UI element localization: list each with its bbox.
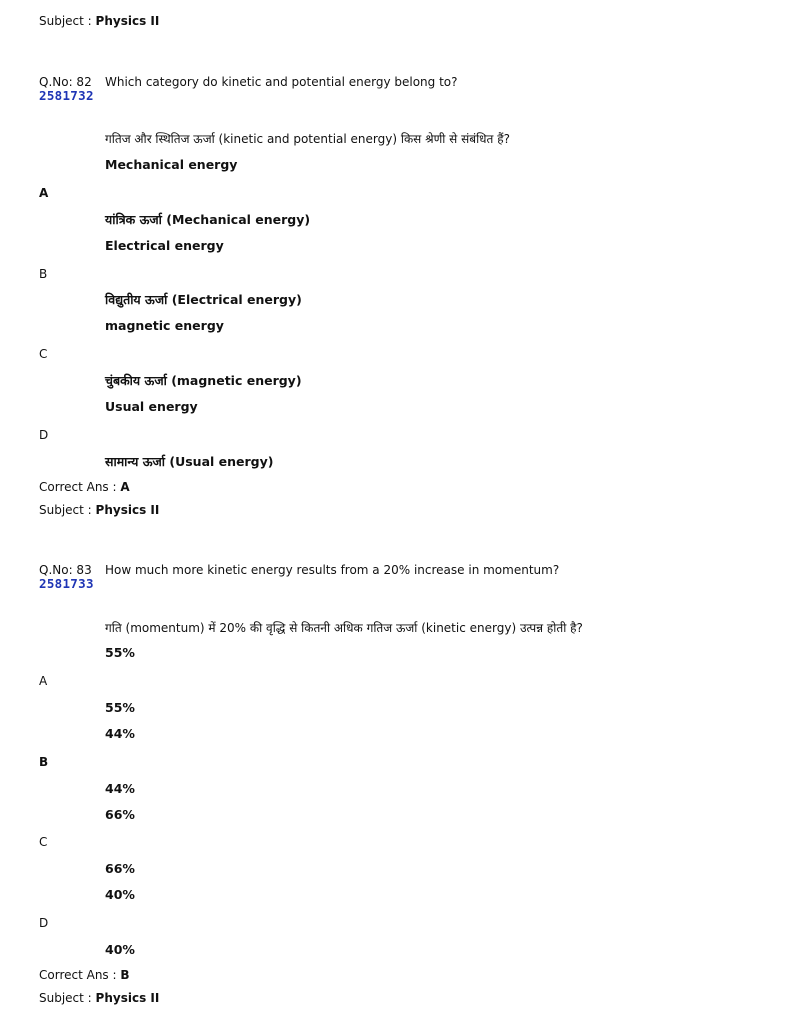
- subject-label: Subject :: [39, 503, 92, 517]
- question-text-en: Which category do kinetic and potential energy belong to?: [105, 75, 458, 89]
- option-c-en: 66%: [105, 807, 135, 822]
- option-c-label: C: [39, 835, 48, 849]
- subject-line: [39, 503, 159, 517]
- correct-answer-value: B: [120, 968, 130, 982]
- option-a-label: A: [39, 186, 49, 200]
- option-a-en: 55%: [105, 645, 135, 660]
- question-text-hi: गति (momentum) में 20% की वृद्धि से कितनी अधिक गतिज ऊर्जा (kinetic energy) उत्पन्न होती है?: [105, 621, 583, 635]
- option-b-hi: विद्युतीय ऊर्जा (Electrical energy): [105, 292, 302, 307]
- option-a-label: A: [39, 674, 48, 688]
- option-d-en: 40%: [105, 887, 135, 902]
- subject-line: [39, 991, 159, 1005]
- option-a-hi: यांत्रिक ऊर्जा (Mechanical energy): [105, 212, 311, 227]
- option-c-label: C: [39, 347, 48, 361]
- option-d-en: Usual energy: [105, 399, 198, 414]
- question-id: 2581732: [39, 88, 94, 103]
- question-number: Q.No: 83: [39, 563, 92, 577]
- subject-value: Physics II: [95, 503, 160, 517]
- correct-answer-label: Correct Ans :: [39, 968, 117, 982]
- question-text-en: How much more kinetic energy results from a 20% increase in momentum?: [105, 563, 560, 577]
- question-number: Q.No: 82: [39, 75, 92, 89]
- subject-value: Physics II: [95, 14, 160, 28]
- correct-answer-value: A: [120, 480, 130, 494]
- option-b-en: 44%: [105, 726, 135, 741]
- option-c-hi: 66%: [105, 861, 135, 876]
- option-d-label: D: [39, 916, 49, 930]
- question-text-hi: गतिज और स्थितिज ऊर्जा (kinetic and potential energy) किस श्रेणी से संबंधित हैं?: [105, 132, 510, 146]
- option-d-label: D: [39, 428, 49, 442]
- subject-line: [39, 14, 159, 28]
- option-b-hi: 44%: [105, 781, 135, 796]
- option-c-hi: चुंबकीय ऊर्जा (magnetic energy): [105, 373, 302, 388]
- question-id: 2581733: [39, 576, 94, 591]
- option-d-hi: 40%: [105, 942, 135, 957]
- subject-value: Physics II: [95, 991, 160, 1005]
- option-c-en: magnetic energy: [105, 318, 224, 333]
- option-a-en: Mechanical energy: [105, 157, 238, 172]
- option-b-label: B: [39, 755, 49, 769]
- correct-answer-label: Correct Ans :: [39, 480, 117, 494]
- correct-answer-line: [39, 480, 130, 494]
- option-b-label: B: [39, 267, 48, 281]
- option-b-en: Electrical energy: [105, 238, 224, 253]
- option-a-hi: 55%: [105, 700, 135, 715]
- subject-label: Subject :: [39, 991, 92, 1005]
- option-d-hi: सामान्य ऊर्जा (Usual energy): [105, 454, 274, 469]
- subject-label: Subject :: [39, 14, 92, 28]
- correct-answer-line: [39, 968, 130, 982]
